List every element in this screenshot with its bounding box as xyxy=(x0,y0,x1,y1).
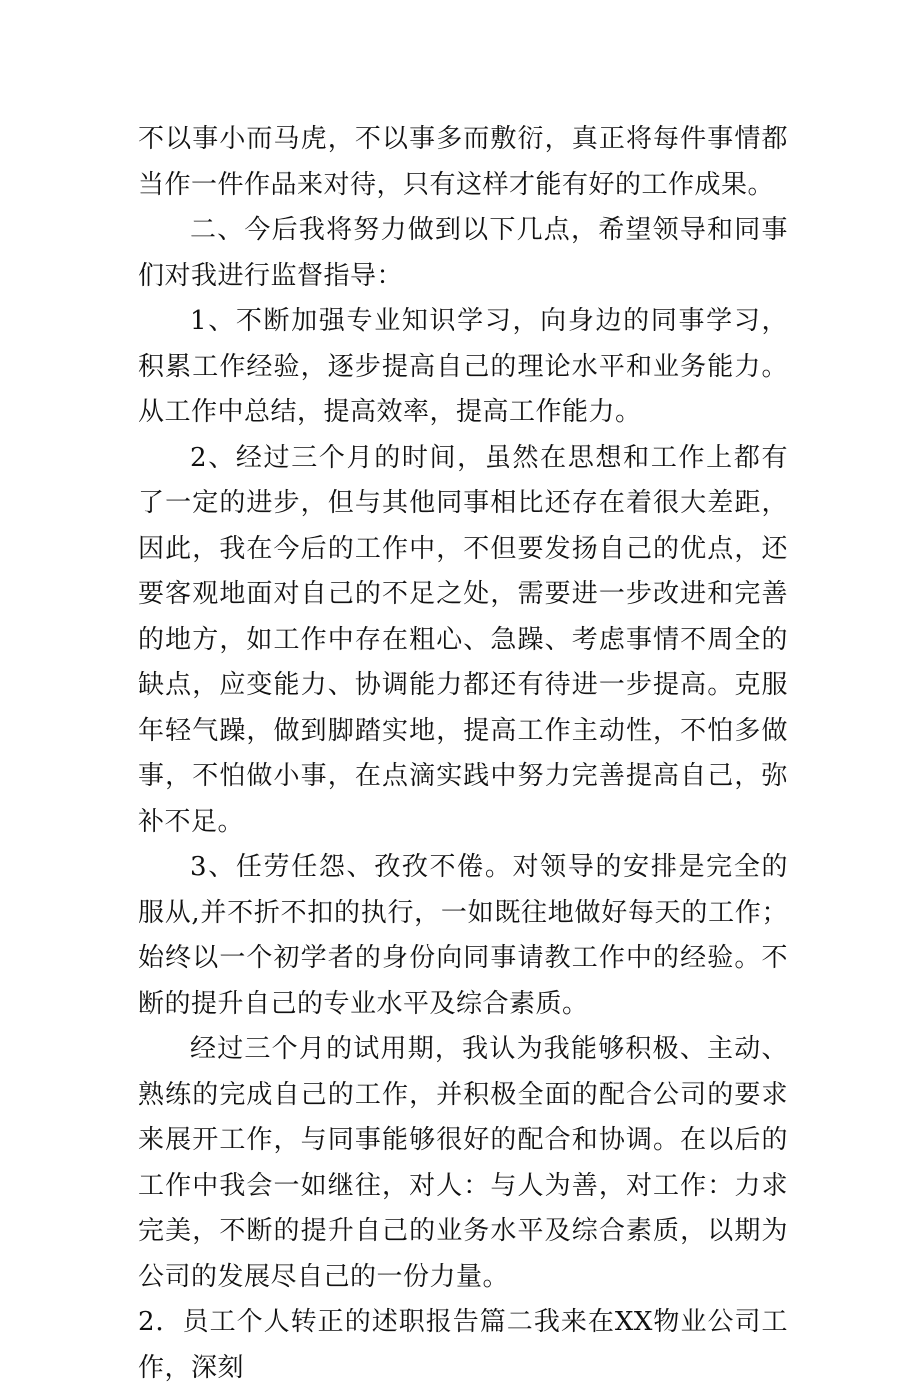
paragraph-point-three: 3、任劳任怨、孜孜不倦。对领导的安排是完全的服从,并不折不扣的执行，一如既往地做好每天的工作；始终以一个初学者的身份向同事请教工作中的经验。不断的提升自己的专业水平及综合素质。 xyxy=(138,852,788,1019)
paragraph-conclusion: 经过三个月的试用期，我认为我能够积极、主动、熟练的完成自己的工作，并积极全面的配合公司的要求来展开工作，与同事能够很好的配合和协调。在以后的工作中我会一如继往，对人：与人为善，对工作：力求完美，不断的提升自己的业务水平及综合素质，以期为公司的发展尽自己的一份力量。 xyxy=(138,1034,788,1292)
paragraph-next-article-start: 2．员工个人转正的述职报告篇二我来在XX物业公司工作，深刻 xyxy=(138,1307,788,1383)
paragraph-section-two-heading: 二、今后我将努力做到以下几点，希望领导和同事们对我进行监督指导： xyxy=(138,215,788,291)
document-body xyxy=(138,117,788,1391)
paragraph-point-two: 2、经过三个月的时间，虽然在思想和工作上都有了一定的进步，但与其他同事相比还存在着很大差距，因此，我在今后的工作中，不但要发扬自己的优点，还要客观地面对自己的不足之处，需要进一步改进和完善的地方，如工作中存在粗心、急躁、考虑事情不周全的缺点，应变能力、协调能力都还有待进一步提高。克服年轻气躁，做到脚踏实地，提高工作主动性，不怕多做事，不怕做小事，在点滴实践中努力完善提高自己，弥补不足。 xyxy=(138,442,788,837)
paragraph-point-one: 1、不断加强专业知识学习，向身边的同事学习，积累工作经验，逐步提高自己的理论水平和业务能力。从工作中总结，提高效率，提高工作能力。 xyxy=(138,306,788,427)
paragraph-continuation: 不以事小而马虎，不以事多而敷衍，真正将每件事情都当作一件作品来对待，只有这样才能有好的工作成果。 xyxy=(138,124,788,200)
